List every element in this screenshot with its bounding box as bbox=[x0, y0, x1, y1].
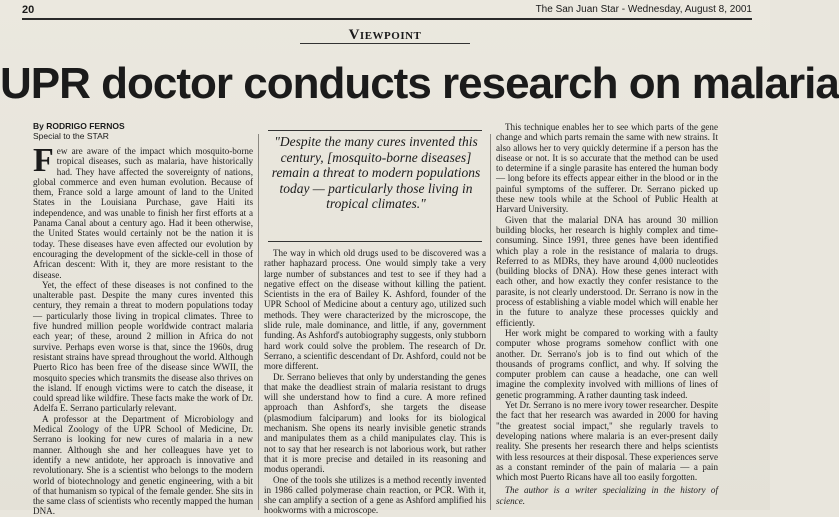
drop-cap: F bbox=[33, 142, 54, 179]
byline-author: By RODRIGO FERNOS bbox=[33, 121, 125, 131]
byline bbox=[33, 121, 125, 141]
kicker-rule bbox=[300, 43, 470, 44]
article-paragraph: Given that the malarial DNA has around 30 million building blocks, her research is highly complex and time-consuming. Since 1991, three genes have been identified which play a role in the resistance of malaria to drugs. Referred to as MDRs, they have around 4,000 nucleotides (building blocks of DNA). How these genes interact with each other, and how exactly they confer resistance to the parasite, is not clearly understood. Dr. Serrano is now in the process of establishing a viable model which will enable her in the future to analyze these processes quickly and efficiently. bbox=[496, 214, 718, 328]
author-note: The author is a writer specializing in the history of science. bbox=[496, 485, 718, 506]
header-rule bbox=[22, 18, 752, 20]
page-number: 20 bbox=[22, 4, 35, 16]
pull-quote: "Despite the many cures invented this century, [mosquito-borne diseases] remain a threat to modern populations today — particularly those living in tropical climates." bbox=[271, 134, 481, 211]
article-column-3 bbox=[496, 122, 718, 506]
column-divider bbox=[490, 134, 491, 510]
paragraph-text: ew are aware of the impact which mosquito-borne tropical diseases, such as malaria, have historically had. They have affected the sovereignty of nations, global commerce and even human evolution. Because of them, France sold a large amount of land to the United States in the Louisiana Purchase, gave Haiti its independence, and was unable to finish her first efforts at a Panama Canal about a century ago. Had it been otherwise, the United States would certainly not be the nation it is today. These diseases have even affected our evolution by encouraging the development of the sickle-cell in those of African descent: With it, they are more resistant to the disease. bbox=[33, 146, 253, 280]
article-column-2 bbox=[264, 248, 486, 516]
column-divider bbox=[258, 134, 259, 510]
article-paragraph: Yet, the effect of these diseases is not confined to the unalterable past. Despite the many cures invented this century, they remain a threat to modern populations today — particularly those living in tropical climates. Three to five hundred million people worldwide contract malaria each year; of these, around 2 million in Africa do not survive. Perhaps even worse is that, since the 1960s, drug resistant strains have spread throughout the world. Although Puerto Rico has been free of the disease since WWII, the mosquito species which transmits the disease also thrives on the island. If enough victims were to catch the disease, it could spread like wildfire. These facts make the work of Dr. Adelfa E. Serrano particularly relevant. bbox=[33, 279, 253, 414]
article-paragraph bbox=[33, 142, 253, 280]
byline-credit: Special to the STAR bbox=[33, 131, 109, 141]
headline: UPR doctor conducts research on malaria bbox=[0, 59, 839, 108]
article-paragraph: The way in which old drugs used to be discovered was a rather haphazard process. One would simply take a very large number of substances and test to see if they had a negative effect on the disease without killing the patient. Scientists in the era of Bailey K. Ashford, founder of the UPR School of Medicine about a century ago, utilized such methods. They were characterized by the microscope, the slide rule, male dominance, and little, if any, government funding. As Ashford's autobiography suggests, only stubborn hard work could solve the problem. The research of Dr. Serrano, a scientific descendant of Dr. Ashford, could not be more different. bbox=[264, 248, 486, 372]
pull-quote-rule-top bbox=[268, 130, 482, 131]
section-kicker: Viewpoint bbox=[348, 27, 422, 43]
article-paragraph: Yet Dr. Serrano is no mere ivory tower researcher. Despite the fact that her research was awarded in 2000 for having "the greatest social impact," she regularly travels to developing nations where malaria is an ever-present daily reality. She presents her research there and helps scientists with less resources at their disposal. These experiences serve as a constant reminder of the pain of malaria — a pain which most Puerto Ricans have all too easily forgotten. bbox=[496, 400, 718, 483]
pull-quote-rule-bottom bbox=[268, 241, 482, 242]
article-paragraph: This technique enables her to see which parts of the gene change and which parts remain the same with new strains. It also allows her to very quickly determine if a person has the disease or not. It is so accurate that the method can be used to determine if a single parasite has entered the human body — long before its effects appear either in the blood or in the painful symptoms of the sufferer. Dr. Serrano picked up these new tools while at the School of Public Health at Harvard University. bbox=[496, 122, 718, 215]
article-paragraph: Her work might be compared to working with a faulty computer whose programs somehow conflict with one another. Dr. Serrano's job is to find out which of the thousands of programs conflict, and why. If solving the computer problem can cause a headache, one can well imagine the complexity involved with millions of lines of genetic programming. A rather daunting task indeed. bbox=[496, 327, 718, 400]
page-header bbox=[22, 4, 752, 18]
article-paragraph: A professor at the Department of Microbiology and Medical Zoology of the UPR School of Medicine, Dr. Serrano is looking for new cures of malaria in a new manner. Although she and her colleagues have yet to identify a new antidote, her approach is innovative and revolutionary. She is a scientist who belongs to the modern world of biotechnology and genetic engineering, with a bit of that humanism so typical of the female gender. She sits in the same class of scientists who recently mapped the human DNA. bbox=[33, 413, 253, 517]
article-paragraph: Dr. Serrano believes that only by understanding the genes that make the deadliest strain of malaria resistant to drugs will she understand how to find a cure. A more refined approach than Ashford's, she targets the disease (plasmodium falciparum) and looks for its biological mechanism. She opens its nearly invisible genetic strands and manipulates them as a child manipulates clay. This is not to say that her research is not laborious work, but rather that it is more precise and detailed in its reasoning and modus operandi. bbox=[264, 371, 486, 475]
article-column-1 bbox=[33, 142, 253, 517]
dateline: The San Juan Star - Wednesday, August 8, 2001 bbox=[535, 4, 752, 15]
article-paragraph: One of the tools she utilizes is a method recently invented in 1986 called polymerase chain reaction, or PCR. With it, she can amplify a section of a gene as Ashford amplified his hookworms with a microscope. bbox=[264, 474, 486, 516]
